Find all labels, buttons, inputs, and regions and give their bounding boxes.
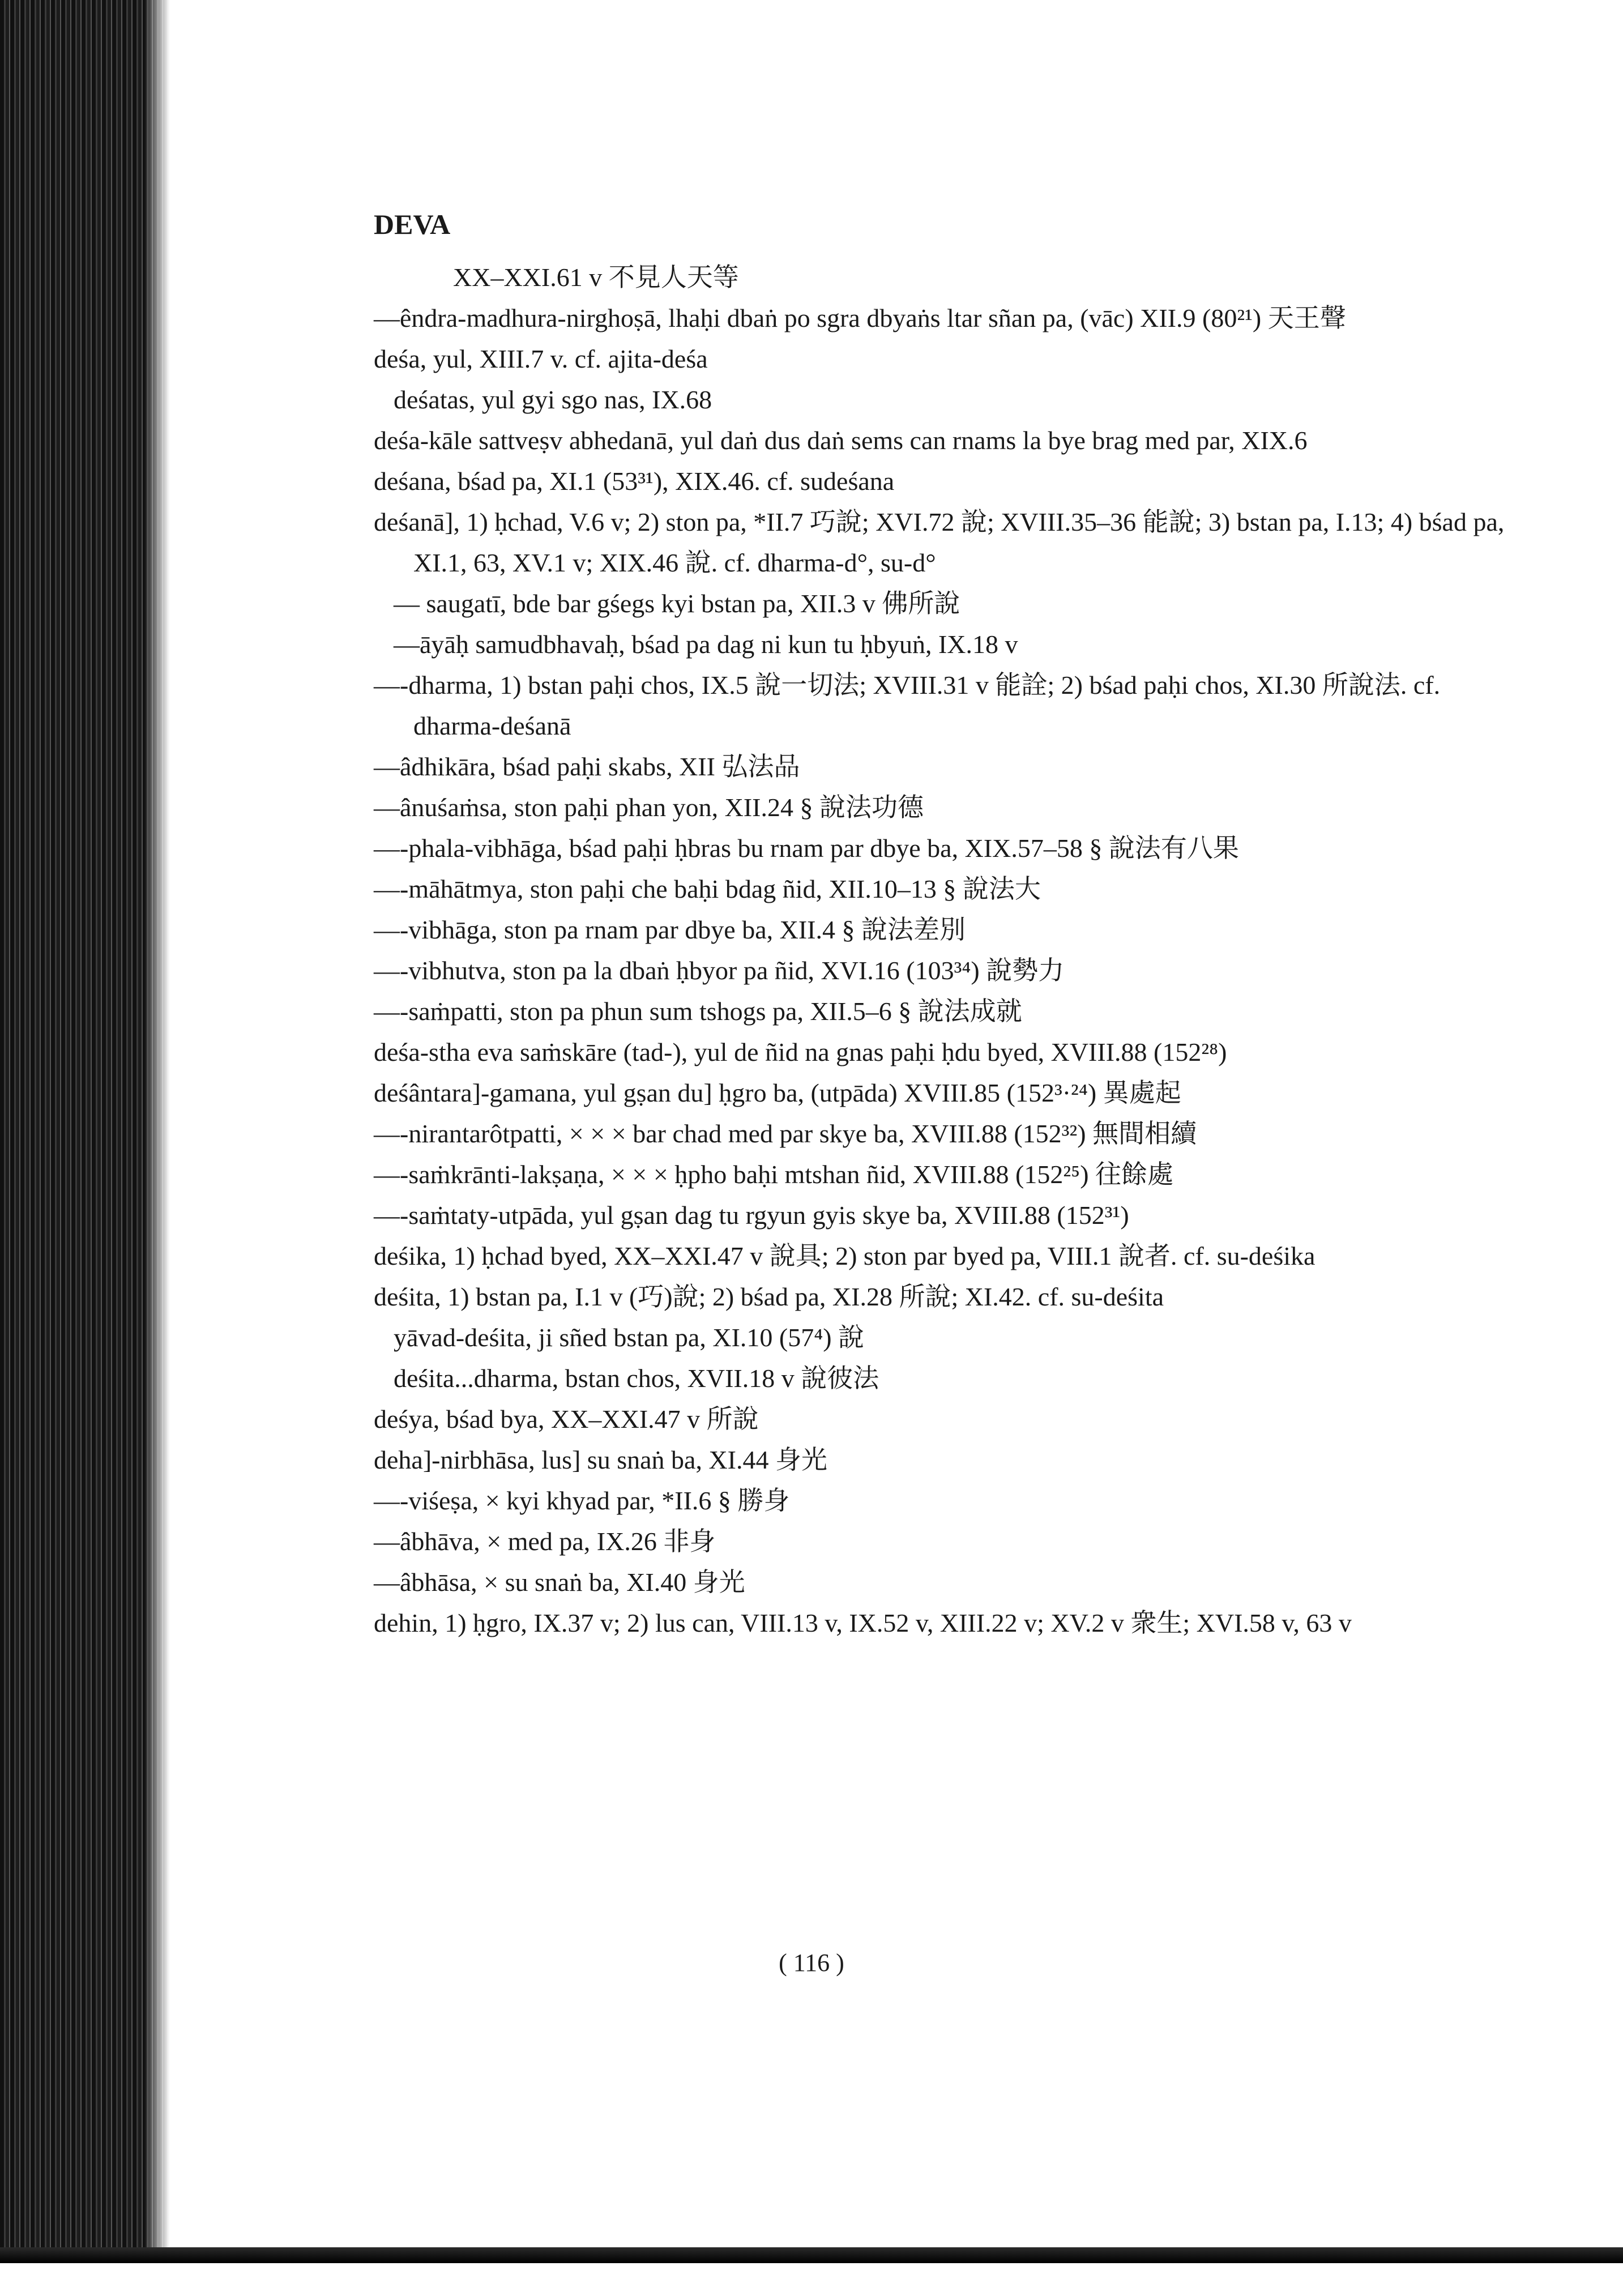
dictionary-entry: deśana, bśad pa, XI.1 (53³¹), XIX.46. cf. sudeśana bbox=[374, 467, 895, 496]
dictionary-entry: —ânuśaṁsa, ston paḥi phan yon, XII.24 § 說法功德 bbox=[374, 793, 924, 822]
dictionary-entry: —-vibhutva, ston pa la dbaṅ ḥbyor pa ñid, XVI.16 (103³⁴) 說勢力 bbox=[374, 956, 1065, 985]
dictionary-entry: —āyāḥ samudbhavaḥ, bśad pa dag ni kun tu ḥbyuṅ, IX.18 v bbox=[394, 630, 1018, 659]
dictionary-entry: deśika, 1) ḥchad byed, XX–XXI.47 v 說具; 2) ston par byed pa, VIII.1 說者. cf. su-deśika bbox=[374, 1241, 1316, 1270]
dictionary-entry: XX–XXI.61 v 不見人天等 bbox=[453, 263, 739, 292]
dictionary-entry: — saugatī, bde bar gśegs kyi bstan pa, XII.3 v 佛所說 bbox=[394, 589, 960, 618]
bottom-margin bbox=[0, 2263, 1623, 2296]
dictionary-entry: —-saṁkrānti-lakṣaṇa, × × × ḥpho baḥi mtshan ñid, XVIII.88 (152²⁵) 往餘處 bbox=[374, 1160, 1174, 1189]
dictionary-entry: deśya, bśad bya, XX–XXI.47 v 所說 bbox=[374, 1405, 759, 1433]
running-head: DEVA bbox=[374, 208, 451, 240]
dictionary-entry: dehin, 1) ḥgro, IX.37 v; 2) lus can, VIII.13 v, IX.52 v, XIII.22 v; XV.2 v 衆生; XVI.58 v, 63 v bbox=[374, 1608, 1352, 1637]
dictionary-entry: deśântara]-gamana, yul gṣan du] ḥgro ba, (utpāda) XVIII.85 (152³·²⁴) 異處起 bbox=[374, 1078, 1181, 1107]
dictionary-entry: yāvad-deśita, ji sñed bstan pa, XI.10 (57⁴) 說 bbox=[394, 1323, 865, 1352]
dictionary-column bbox=[374, 204, 1518, 1644]
dictionary-entry: —-māhātmya, ston paḥi che baḥi bdag ñid, XII.10–13 § 說法大 bbox=[374, 874, 1041, 903]
dictionary-entry: deśa, yul, XIII.7 v. cf. ajita-deśa bbox=[374, 344, 708, 373]
entry-list bbox=[374, 257, 1518, 1644]
dictionary-entry: deśanā], 1) ḥchad, V.6 v; 2) ston pa, *II.7 巧說; XVI.72 說; XVIII.35–36 能說; 3) bstan pa, I.13; 4) bśad pa, XI.1, 63, XV.1 v; XIX.46 說. cf. dharma-d°, su-d° bbox=[374, 507, 1505, 577]
dictionary-entry: —-vibhāga, ston pa rnam par dbye ba, XII.4 § 說法差別 bbox=[374, 915, 966, 944]
page-number: ( 116 ) bbox=[779, 1949, 844, 1977]
dictionary-entry: —-dharma, 1) bstan paḥi chos, IX.5 說一切法; XVIII.31 v 能詮; 2) bśad paḥi chos, XI.30 所說法. cf. dharma-deśanā bbox=[374, 671, 1441, 740]
dictionary-entry: deśita, 1) bstan pa, I.1 v (巧)說; 2) bśad pa, XI.28 所說; XI.42. cf. su-deśita bbox=[374, 1282, 1164, 1311]
dictionary-entry: —âdhikāra, bśad paḥi skabs, XII 弘法品 bbox=[374, 752, 800, 781]
dictionary-entry: —-phala-vibhāga, bśad paḥi ḥbras bu rnam par dbye ba, XIX.57–58 § 說法有八果 bbox=[374, 834, 1239, 863]
dictionary-entry: deśa-kāle sattveṣv abhedanā, yul daṅ dus daṅ sems can rnams la bye brag med par, XIX.6 bbox=[374, 426, 1308, 455]
dictionary-entry: —âbhāva, × med pa, IX.26 非身 bbox=[374, 1527, 716, 1556]
dictionary-entry: —âbhāsa, × su snaṅ ba, XI.40 身光 bbox=[374, 1568, 745, 1597]
dictionary-entry: deśatas, yul gyi sgo nas, IX.68 bbox=[394, 385, 712, 414]
dictionary-entry: deśita...dharma, bstan chos, XVII.18 v 說彼法 bbox=[394, 1364, 879, 1393]
dictionary-entry: —-nirantarôtpatti, × × × bar chad med par skye ba, XVIII.88 (152³²) 無間相續 bbox=[374, 1119, 1197, 1148]
dictionary-entry: deśa-stha eva saṁskāre (tad-), yul de ñid na gnas paḥi ḥdu byed, XVIII.88 (152²⁸) bbox=[374, 1038, 1227, 1066]
dictionary-entry: —-saṁtaty-utpāda, yul gṣan dag tu rgyun gyis skye ba, XVIII.88 (152³¹) bbox=[374, 1201, 1129, 1230]
dictionary-entry: —-saṁpatti, ston pa phun sum tshogs pa, XII.5–6 § 說法成就 bbox=[374, 997, 1022, 1026]
bottom-scan-edge bbox=[0, 2247, 1623, 2263]
dictionary-entry: deha]-nirbhāsa, lus] su snaṅ ba, XI.44 身光 bbox=[374, 1445, 827, 1474]
dictionary-entry: —êndra-madhura-nirghoṣā, lhaḥi dbaṅ po sgra dbyaṅs ltar sñan pa, (vāc) XII.9 (80²¹) 天王聲 bbox=[374, 304, 1346, 332]
dictionary-entry: —-viśeṣa, × kyi khyad par, *II.6 § 勝身 bbox=[374, 1486, 790, 1515]
